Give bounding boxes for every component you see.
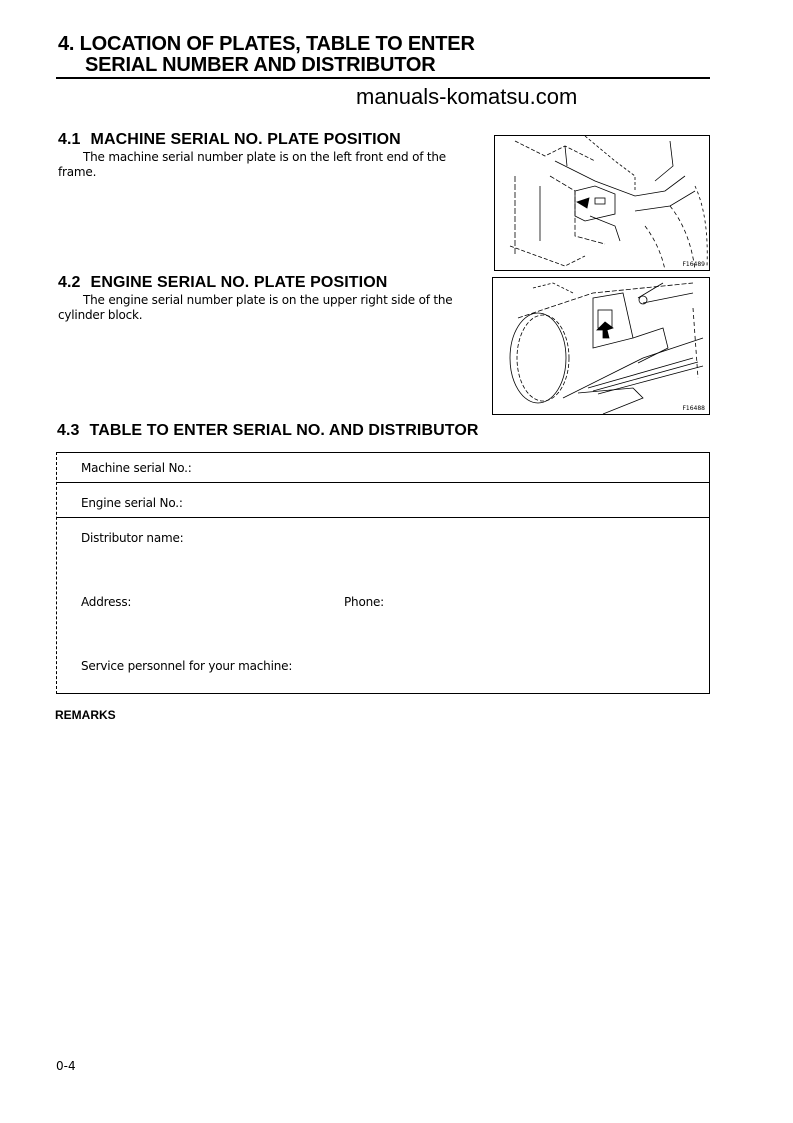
serial-distributor-table bbox=[56, 452, 710, 694]
section-4-3-heading bbox=[57, 422, 479, 440]
paragraph-line: The machine serial number plate is on the left front end of the bbox=[83, 150, 446, 164]
title-rule bbox=[56, 77, 710, 79]
section-title: MACHINE SERIAL NO. PLATE POSITION bbox=[90, 131, 401, 148]
page-title-line2: SERIAL NUMBER AND DISTRIBUTOR bbox=[85, 54, 436, 76]
machine-serial-field[interactable] bbox=[217, 461, 697, 477]
figure-label: F16488 bbox=[682, 405, 705, 412]
page-number: 0-4 bbox=[56, 1059, 76, 1073]
watermark: manuals-komatsu.com bbox=[356, 84, 578, 109]
paragraph-line: The engine serial number plate is on the upper right side of the bbox=[83, 293, 453, 307]
table-rule bbox=[57, 517, 709, 518]
engine-serial-plate-figure bbox=[492, 277, 710, 415]
section-title: ENGINE SERIAL NO. PLATE POSITION bbox=[90, 274, 388, 291]
page-title bbox=[58, 34, 475, 76]
section-title: TABLE TO ENTER SERIAL NO. AND DISTRIBUTOR bbox=[89, 422, 479, 439]
phone-label: Phone: bbox=[344, 595, 385, 609]
address-label: Address: bbox=[81, 595, 132, 609]
engine-block-illustration-icon bbox=[493, 278, 709, 414]
paragraph-line: frame. bbox=[58, 165, 97, 179]
service-personnel-label: Service personnel for your machine: bbox=[81, 659, 293, 673]
section-4-2-heading bbox=[58, 274, 387, 292]
machine-serial-plate-figure bbox=[494, 135, 710, 271]
table-rule bbox=[57, 452, 709, 453]
section-number: 4.2 bbox=[58, 274, 81, 291]
table-rule bbox=[57, 482, 709, 483]
address-field[interactable] bbox=[81, 612, 331, 652]
figure-label: F16489 bbox=[682, 261, 705, 268]
service-personnel-field[interactable] bbox=[322, 659, 697, 675]
page-title-line1: 4. LOCATION OF PLATES, TABLE TO ENTER bbox=[58, 33, 475, 55]
remarks-heading: REMARKS bbox=[55, 708, 116, 722]
engine-serial-label: Engine serial No.: bbox=[81, 496, 183, 510]
table-rule bbox=[57, 693, 709, 694]
remarks-area[interactable] bbox=[56, 730, 708, 1030]
engine-serial-field[interactable] bbox=[217, 496, 697, 512]
section-4-2-text bbox=[58, 293, 488, 323]
distributor-name-label: Distributor name: bbox=[81, 531, 184, 545]
distributor-name-field[interactable] bbox=[217, 531, 697, 571]
section-number: 4.1 bbox=[58, 131, 81, 148]
paragraph-line: cylinder block. bbox=[58, 308, 143, 322]
section-4-1-heading bbox=[58, 131, 401, 149]
machine-frame-illustration-icon bbox=[495, 136, 709, 270]
phone-field[interactable] bbox=[397, 595, 697, 611]
machine-serial-label: Machine serial No.: bbox=[81, 461, 192, 475]
section-number: 4.3 bbox=[57, 422, 80, 439]
section-4-1-text bbox=[58, 150, 488, 180]
